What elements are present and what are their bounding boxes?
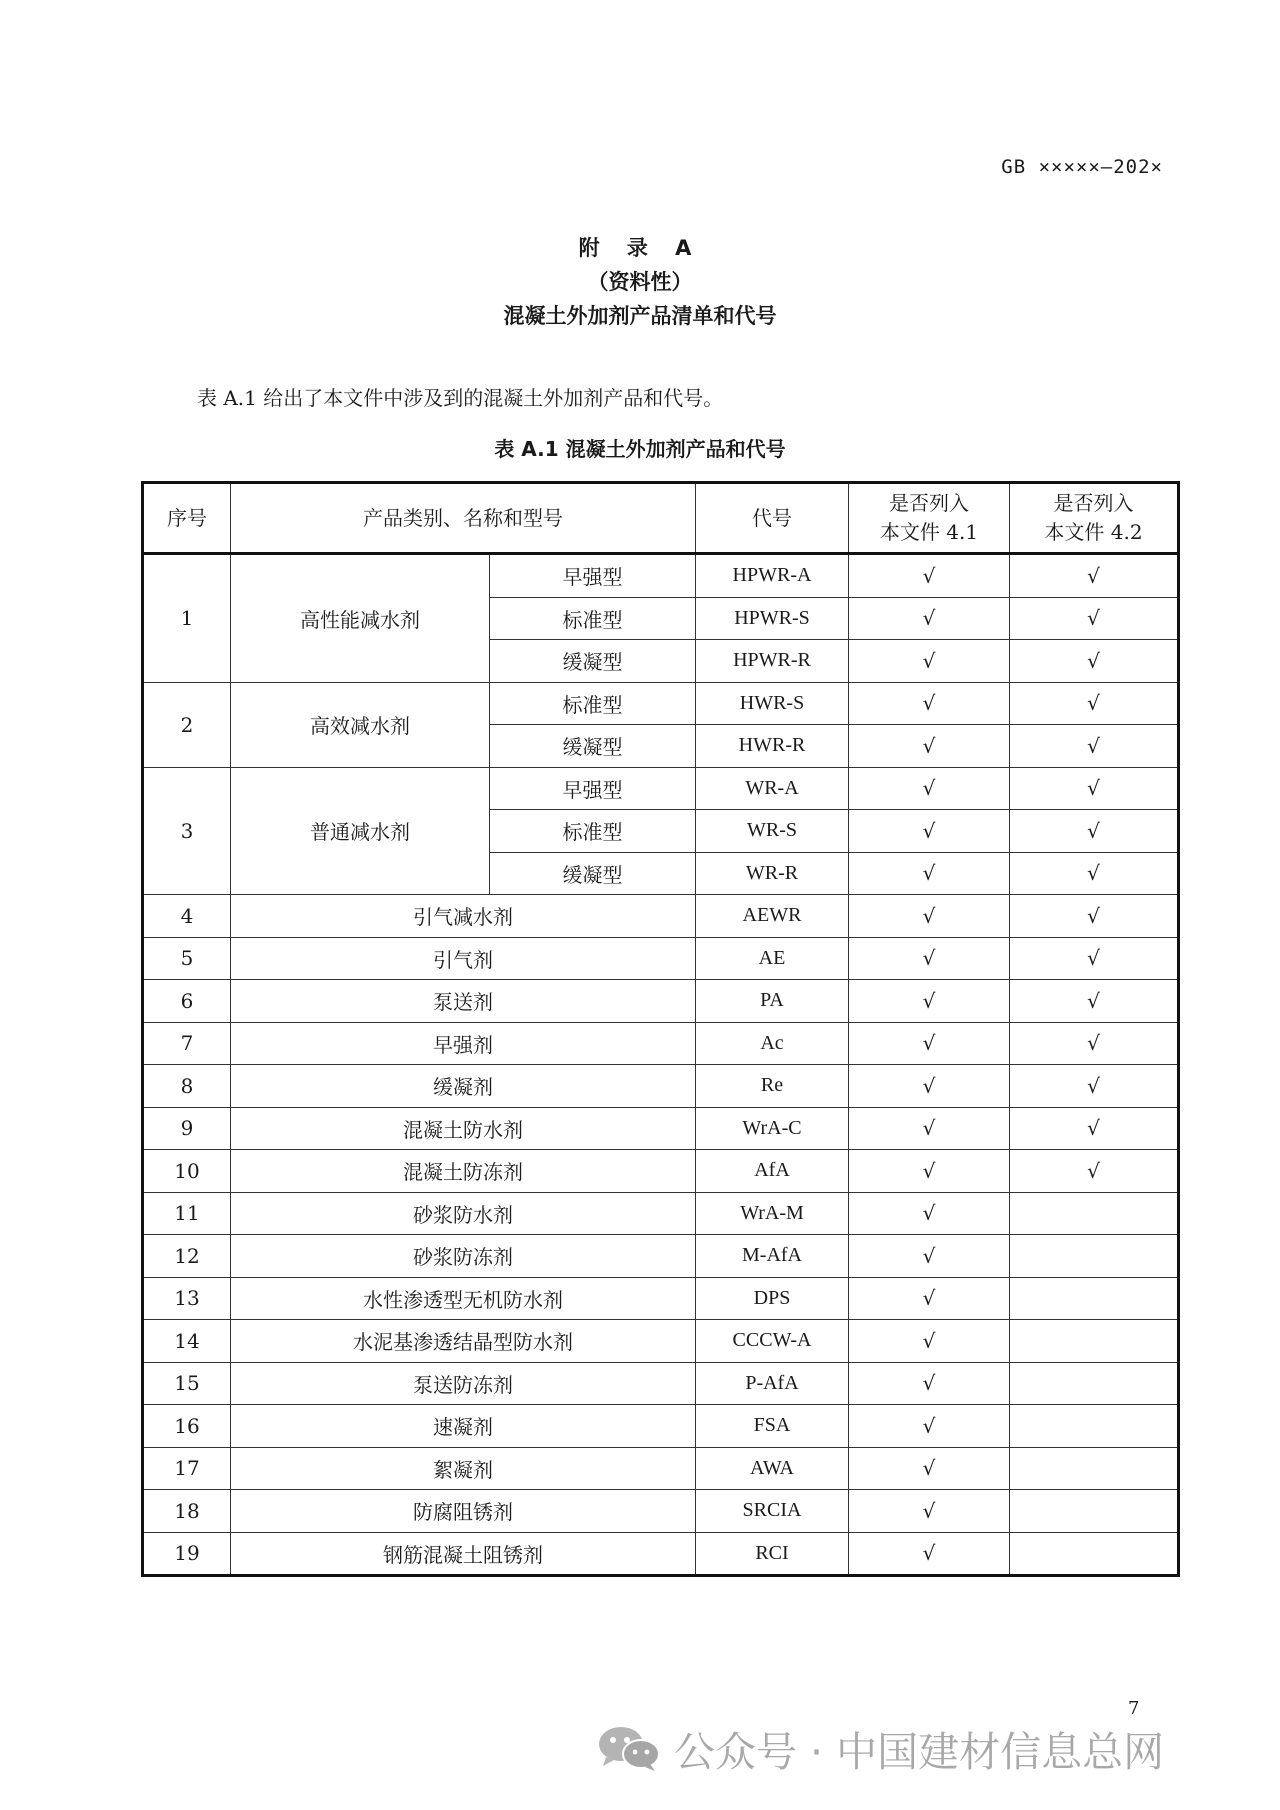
table-row [143, 1192, 1179, 1235]
page-number: 7 [1128, 1698, 1140, 1719]
table-row [143, 895, 1179, 938]
cell-code: P-AfA [696, 1362, 849, 1405]
cell-in-4-2: √ [1010, 554, 1179, 598]
appendix-nature: （资料性） [587, 270, 693, 294]
cell-in-4-2: √ [1010, 597, 1179, 640]
cell-code: HPWR-S [696, 597, 849, 640]
cell-name: 缓凝剂 [231, 1065, 696, 1108]
cell-in-4-2 [1010, 1277, 1179, 1320]
cell-in-4-1: √ [849, 1150, 1010, 1193]
cell-in-4-2: √ [1010, 810, 1179, 853]
table-caption: 表 A.1 混凝土外加剂产品和代号 [494, 437, 786, 461]
cell-name: 防腐阻锈剂 [231, 1490, 696, 1533]
cell-in-4-2: √ [1010, 1022, 1179, 1065]
table-row [143, 980, 1179, 1023]
cell-no: 15 [143, 1362, 231, 1405]
cell-no: 5 [143, 937, 231, 980]
cell-no: 4 [143, 895, 231, 938]
cell-no: 14 [143, 1320, 231, 1363]
table-row [143, 1362, 1179, 1405]
cell-in-4-1: √ [849, 1362, 1010, 1405]
cell-in-4-1: √ [849, 852, 1010, 895]
cell-type: 标准型 [490, 682, 696, 725]
table-row [143, 1065, 1179, 1108]
cell-name: 砂浆防水剂 [231, 1192, 696, 1235]
cell-name: 引气减水剂 [231, 895, 696, 938]
cell-in-4-2 [1010, 1447, 1179, 1490]
cell-in-4-2 [1010, 1362, 1179, 1405]
cell-code: HPWR-A [696, 554, 849, 598]
cell-no: 7 [143, 1022, 231, 1065]
cell-in-4-1: √ [849, 810, 1010, 853]
cell-in-4-1: √ [849, 937, 1010, 980]
cell-in-4-1: √ [849, 1532, 1010, 1576]
table-row [143, 767, 1179, 810]
intro-paragraph: 表 A.1 给出了本文件中涉及到的混凝土外加剂产品和代号。 [197, 386, 724, 410]
watermark-text: 公众号 · 中国建材信息总网 [674, 1727, 1165, 1776]
cell-name: 泵送防冻剂 [231, 1362, 696, 1405]
cell-name: 砂浆防冻剂 [231, 1235, 696, 1278]
cell-in-4-2 [1010, 1405, 1179, 1448]
table-row [143, 1405, 1179, 1448]
cell-name: 引气剂 [231, 937, 696, 980]
cell-in-4-1: √ [849, 682, 1010, 725]
cell-no: 13 [143, 1277, 231, 1320]
cell-in-4-2: √ [1010, 937, 1179, 980]
cell-type: 早强型 [490, 767, 696, 810]
cell-category: 普通减水剂 [231, 767, 490, 895]
cell-in-4-1: √ [849, 1277, 1010, 1320]
table-row [143, 1150, 1179, 1193]
table-header-row [143, 483, 1179, 554]
cell-name: 早强剂 [231, 1022, 696, 1065]
table-row [143, 1447, 1179, 1490]
cell-type: 早强型 [490, 554, 696, 598]
cell-code: FSA [696, 1405, 849, 1448]
cell-name: 水泥基渗透结晶型防水剂 [231, 1320, 696, 1363]
cell-name: 泵送剂 [231, 980, 696, 1023]
cell-code: AE [696, 937, 849, 980]
cell-no: 9 [143, 1107, 231, 1150]
cell-code: AEWR [696, 895, 849, 938]
cell-in-4-1: √ [849, 640, 1010, 683]
cell-name: 混凝土防水剂 [231, 1107, 696, 1150]
table-row [143, 682, 1179, 725]
cell-type: 缓凝型 [490, 852, 696, 895]
cell-in-4-1: √ [849, 725, 1010, 768]
cell-in-4-1: √ [849, 767, 1010, 810]
cell-name: 钢筋混凝土阻锈剂 [231, 1532, 696, 1576]
cell-name: 速凝剂 [231, 1405, 696, 1448]
cell-in-4-2: √ [1010, 1065, 1179, 1108]
header-in-4-1-line2: 本文件 4.1 [879, 520, 979, 544]
table-row [143, 1107, 1179, 1150]
cell-category: 高性能减水剂 [231, 554, 490, 683]
cell-in-4-1: √ [849, 554, 1010, 598]
document-code: GB ×××××—202× [1001, 156, 1163, 178]
cell-in-4-2: √ [1010, 1150, 1179, 1193]
cell-code: WrA-M [696, 1192, 849, 1235]
products-table [141, 481, 1180, 1577]
cell-no: 18 [143, 1490, 231, 1533]
cell-in-4-1: √ [849, 1490, 1010, 1533]
cell-code: WR-A [696, 767, 849, 810]
appendix-subtitle: 混凝土外加剂产品清单和代号 [503, 304, 777, 328]
cell-no: 8 [143, 1065, 231, 1108]
header-in-4-2-line1: 是否列入 [1053, 491, 1134, 515]
cell-code: CCCW-A [696, 1320, 849, 1363]
cell-in-4-2 [1010, 1320, 1179, 1363]
cell-in-4-2 [1010, 1235, 1179, 1278]
cell-code: M-AfA [696, 1235, 849, 1278]
cell-no: 3 [143, 767, 231, 895]
cell-code: AWA [696, 1447, 849, 1490]
cell-in-4-1: √ [849, 1235, 1010, 1278]
cell-code: Ac [696, 1022, 849, 1065]
cell-in-4-2: √ [1010, 725, 1179, 768]
header-in-4-1 [849, 483, 1010, 554]
cell-in-4-2: √ [1010, 980, 1179, 1023]
cell-in-4-2 [1010, 1532, 1179, 1576]
cell-name: 水性渗透型无机防水剂 [231, 1277, 696, 1320]
cell-in-4-1: √ [849, 597, 1010, 640]
cell-code: PA [696, 980, 849, 1023]
header-no: 序号 [143, 483, 231, 554]
cell-in-4-2: √ [1010, 640, 1179, 683]
table-row [143, 1277, 1179, 1320]
table-row [143, 554, 1179, 598]
cell-in-4-2 [1010, 1490, 1179, 1533]
cell-type: 缓凝型 [490, 640, 696, 683]
cell-in-4-2: √ [1010, 895, 1179, 938]
cell-no: 6 [143, 980, 231, 1023]
cell-in-4-1: √ [849, 1192, 1010, 1235]
cell-in-4-1: √ [849, 1447, 1010, 1490]
cell-code: HWR-R [696, 725, 849, 768]
table-row [143, 937, 1179, 980]
table-row [143, 1532, 1179, 1576]
table-row [143, 1320, 1179, 1363]
cell-no: 2 [143, 682, 231, 767]
cell-in-4-2: √ [1010, 852, 1179, 895]
cell-in-4-1: √ [849, 1405, 1010, 1448]
header-in-4-1-line1: 是否列入 [889, 491, 969, 515]
cell-in-4-1: √ [849, 895, 1010, 938]
cell-code: WR-S [696, 810, 849, 853]
header-in-4-2 [1010, 483, 1179, 554]
watermark [594, 1718, 1164, 1778]
table-row [143, 1022, 1179, 1065]
cell-no: 10 [143, 1150, 231, 1193]
cell-in-4-1: √ [849, 1320, 1010, 1363]
cell-in-4-2 [1010, 1192, 1179, 1235]
cell-category: 高效减水剂 [231, 682, 490, 767]
cell-no: 11 [143, 1192, 231, 1235]
cell-no: 16 [143, 1405, 231, 1448]
cell-in-4-1: √ [849, 980, 1010, 1023]
cell-in-4-1: √ [849, 1065, 1010, 1108]
wechat-icon [594, 1723, 664, 1773]
cell-code: RCI [696, 1532, 849, 1576]
cell-code: HPWR-R [696, 640, 849, 683]
header-code: 代号 [696, 483, 849, 554]
cell-type: 缓凝型 [490, 725, 696, 768]
appendix-title: 附 录 A [578, 236, 702, 260]
cell-in-4-1: √ [849, 1022, 1010, 1065]
cell-type: 标准型 [490, 597, 696, 640]
cell-name: 混凝土防冻剂 [231, 1150, 696, 1193]
cell-no: 19 [143, 1532, 231, 1576]
cell-code: SRCIA [696, 1490, 849, 1533]
cell-code: AfA [696, 1150, 849, 1193]
header-in-4-2-line2: 本文件 4.2 [1044, 520, 1143, 544]
cell-no: 17 [143, 1447, 231, 1490]
cell-code: WR-R [696, 852, 849, 895]
cell-code: WrA-C [696, 1107, 849, 1150]
table-row [143, 1490, 1179, 1533]
cell-name: 絮凝剂 [231, 1447, 696, 1490]
cell-type: 标准型 [490, 810, 696, 853]
cell-in-4-2: √ [1010, 1107, 1179, 1150]
cell-code: Re [696, 1065, 849, 1108]
cell-no: 1 [143, 554, 231, 683]
table-row [143, 1235, 1179, 1278]
cell-no: 12 [143, 1235, 231, 1278]
cell-code: HWR-S [696, 682, 849, 725]
cell-in-4-2: √ [1010, 767, 1179, 810]
cell-code: DPS [696, 1277, 849, 1320]
header-name: 产品类别、名称和型号 [231, 483, 696, 554]
cell-in-4-2: √ [1010, 682, 1179, 725]
cell-in-4-1: √ [849, 1107, 1010, 1150]
